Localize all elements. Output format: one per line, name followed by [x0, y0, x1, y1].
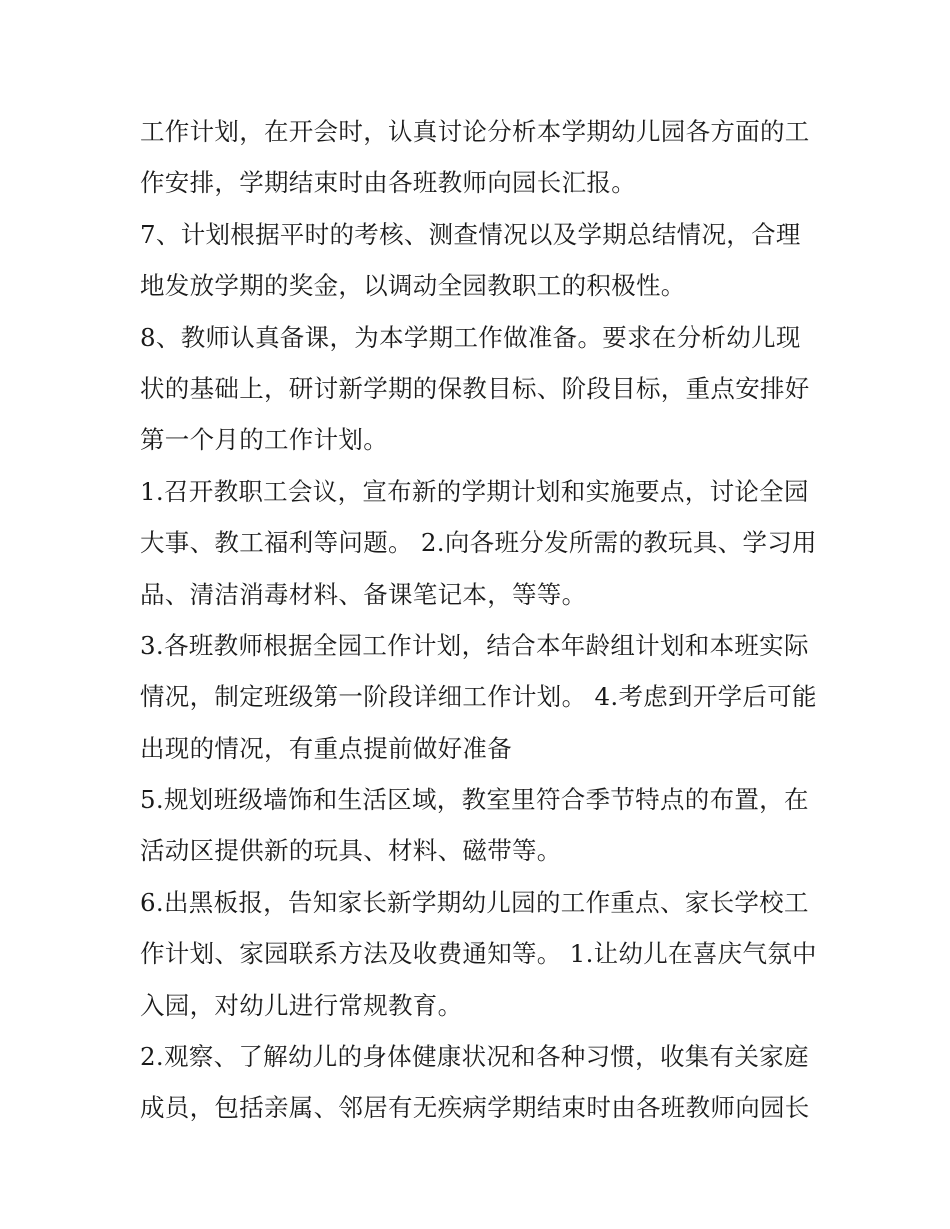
text-line: 品、清洁消毒材料、备课笔记本，等等。 [140, 579, 587, 609]
text-line: 大事、教工福利等问题。 2.向各班分发所需的教玩具、学习用 [140, 528, 817, 558]
text-line: 1.召开教职工会议，宣布新的学期计划和实施要点，讨论全园 [140, 476, 809, 506]
text-line: 活动区提供新的玩具、材料、磁带等。 [140, 836, 562, 866]
text-line: 作计划、家园联系方法及收费通知等。 1.让幼儿在喜庆气氛中 [140, 939, 817, 969]
text-line: 状的基础上，研讨新学期的保教目标、阶段目标，重点安排好 [140, 373, 810, 403]
text-line: 8、教师认真备课，为本学期工作做准备。要求在分析幼儿现 [140, 322, 801, 352]
text-line: 作安排，学期结束时由各班教师向园长汇报。 [140, 168, 636, 198]
text-line: 工作计划，在开会时，认真讨论分析本学期幼儿园各方面的工 [140, 117, 810, 146]
text-line: 情况，制定班级第一阶段详细工作计划。 4.考虑到开学后可能 [140, 682, 817, 712]
text-line: 第一个月的工作计划。 [140, 425, 388, 455]
text-line: 2.观察、了解幼儿的身体健康状况和各种习惯，收集有关家庭 [140, 1042, 809, 1072]
text-line: 6.出黑板报，告知家长新学期幼儿园的工作重点、家长学校工 [140, 887, 809, 917]
text-line: 地发放学期的奖金，以调动全园教职工的积极性。 [140, 271, 686, 301]
body-text [140, 106, 820, 1134]
text-line: 5.规划班级墙饰和生活区域，教室里符合季节特点的布置，在 [140, 785, 809, 815]
text-line: 成员，包括亲属、邻居有无疾病学期结束时由各班教师向园长 [140, 1093, 810, 1123]
text-line: 3.各班教师根据全园工作计划，结合本年龄组计划和本班实际 [140, 630, 809, 660]
text-line: 出现的情况，有重点提前做好准备 [140, 733, 512, 763]
text-line: 7、计划根据平时的考核、测查情况以及学期总结情况，合理 [140, 219, 801, 249]
text-line: 入园，对幼儿进行常规教育。 [140, 990, 463, 1020]
